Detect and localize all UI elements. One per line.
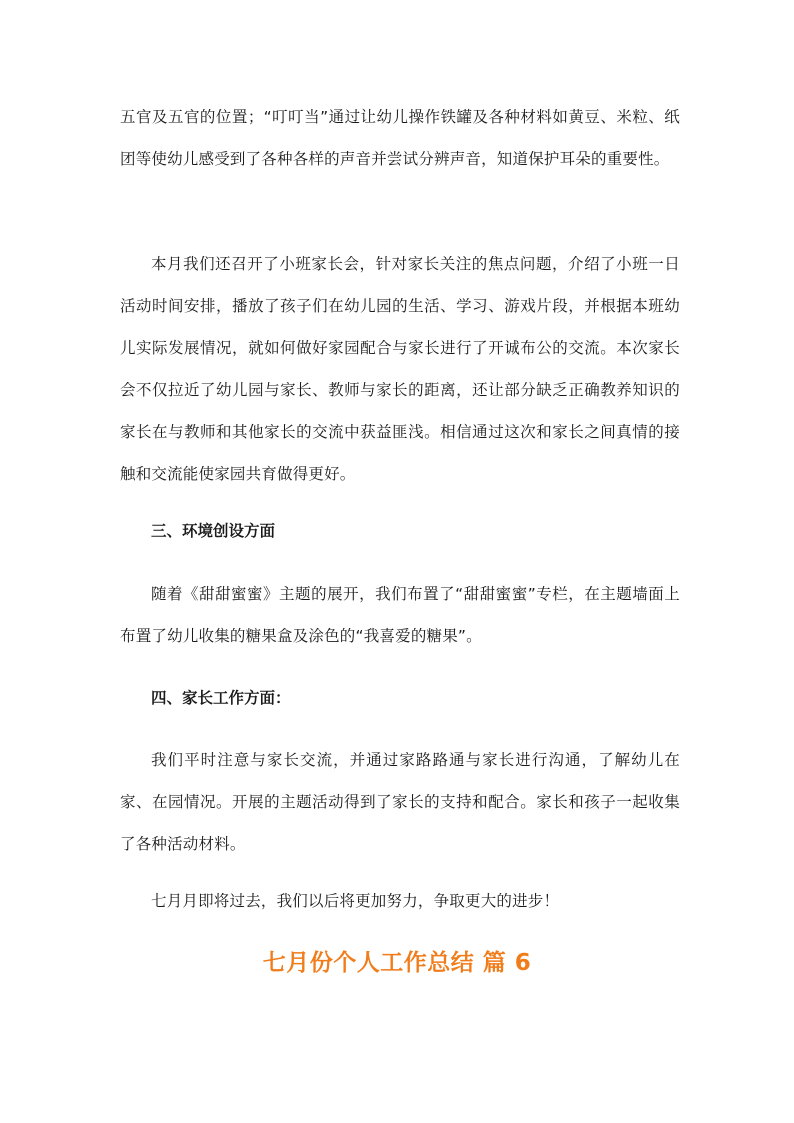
heading-environment: 三、环境创设方面 — [151, 522, 276, 540]
paragraph-parent-meeting: 本月我们还召开了小班家长会，针对家长关注的焦点问题，介绍了小班一日活动时间安排，播放了孩子们在幼儿园的生活、学习、游戏片段，并根据本班幼儿实际发展情况，就如何做好家园配合与家长进行了开诚布公的交流。本次家长会不仅拉近了幼儿园与家长、教师与家长的距离，还让部分缺乏正确教养知识的家长在与教师和其他家长的交流中获益匪浅。相信通过这次和家长之间真情的接触和交流能使家园共育做得更好。 — [120, 255, 680, 483]
paragraph-parent-work: 我们平时注意与家长交流，并通过家路路通与家长进行沟通，了解幼儿在家、在园情况。开展的主题活动得到了家长的支持和配合。家长和孩子一起收集了各种活动材料。 — [120, 751, 680, 853]
paragraph-senses-activities: 五官及五官的位置；“叮叮当”通过让幼儿操作铁罐及各种材料如黄豆、米粒、纸团等使幼儿感受到了各种各样的声音并尝试分辨声音，知道保护耳朵的重要性。 — [120, 108, 680, 168]
paragraph-closing: 七月月即将过去，我们以后将更加努力，争取更大的进步！ — [151, 892, 560, 910]
paragraph-environment: 随着《甜甜蜜蜜》主题的展开，我们布置了“甜甜蜜蜜”专栏，在主题墙面上布置了幼儿收集的糖果盒及涂色的“我喜爱的糖果”。 — [120, 585, 680, 645]
section-title: 七月份个人工作总结 篇 6 — [262, 950, 532, 976]
heading-parent-work: 四、家长工作方面： — [151, 689, 291, 707]
